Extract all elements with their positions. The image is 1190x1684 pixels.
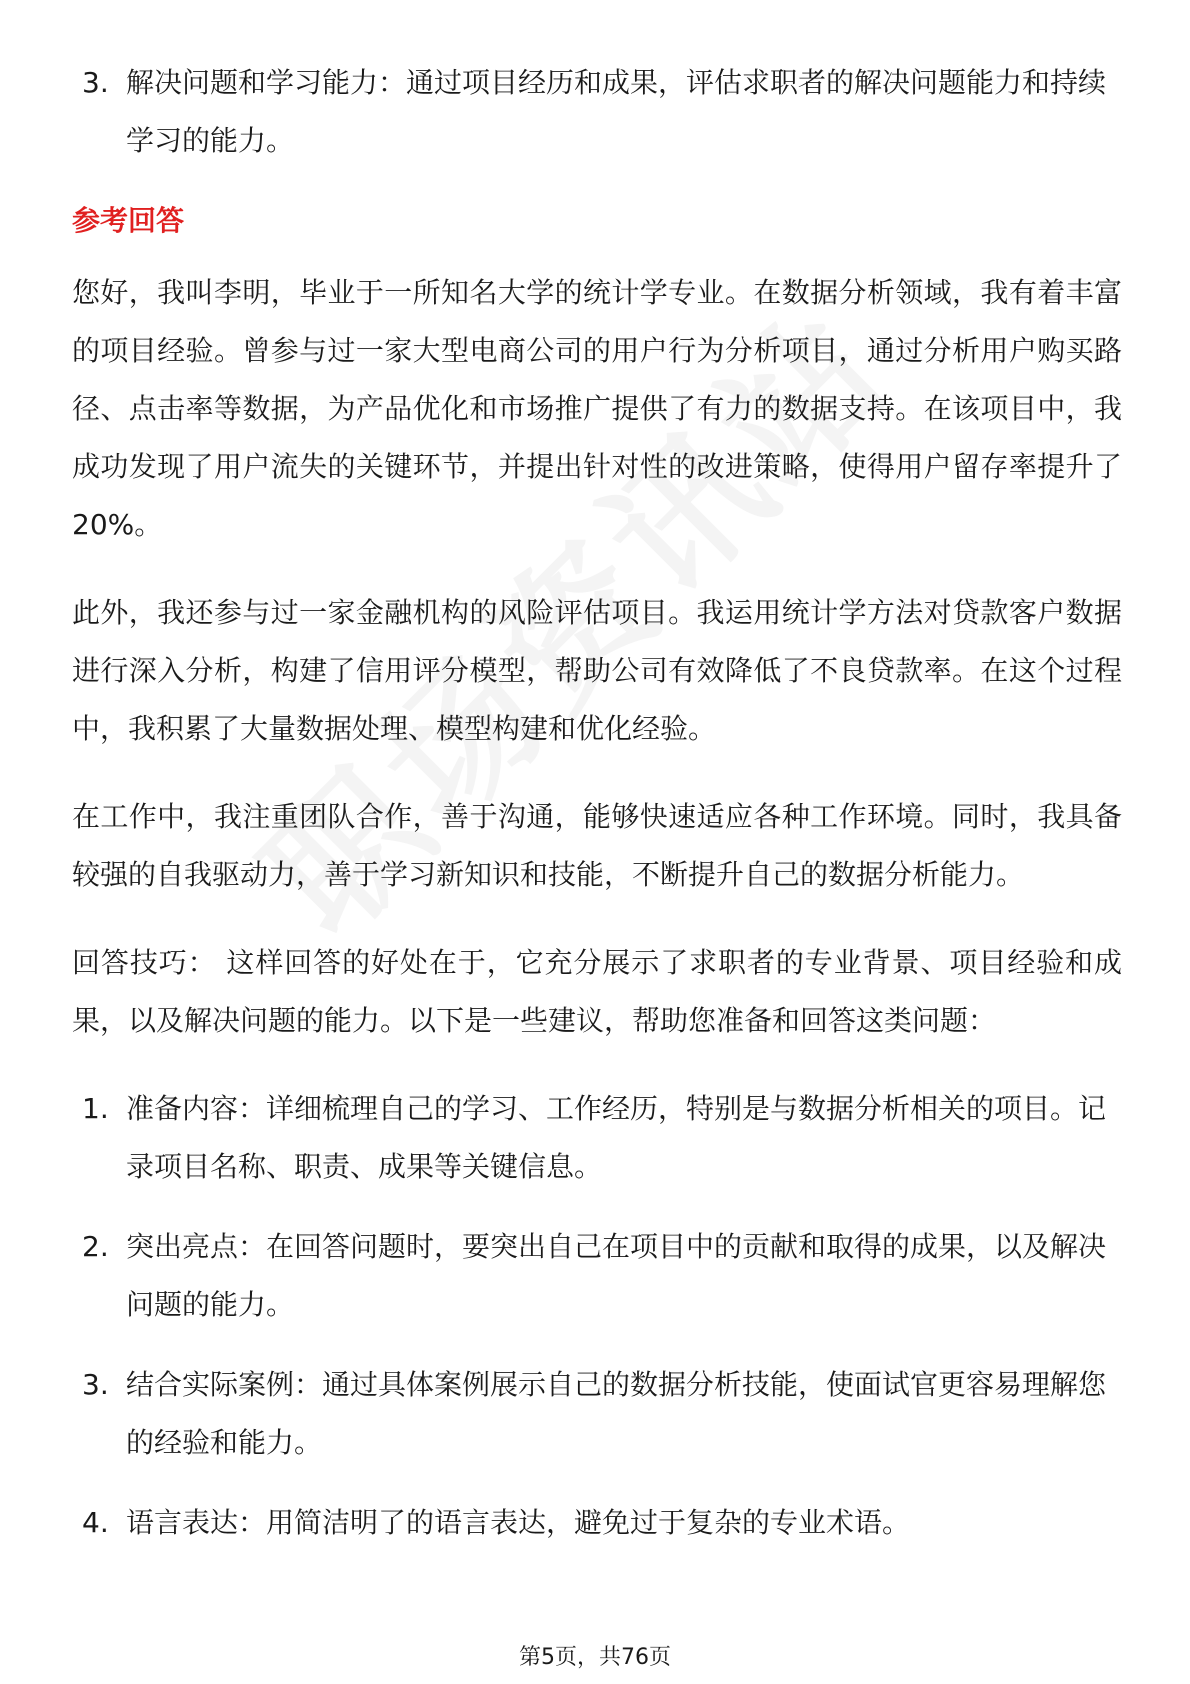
- list-item-top: [72, 54, 1122, 170]
- paragraph-3: 在工作中，我注重团队合作，善于沟通，能够快速适应各种工作环境。同时，我具备较强的自我驱动力，善于学习新知识和技能，不断提升自己的数据分析能力。: [72, 800, 1122, 891]
- page-footer: 第5页，共76页: [519, 1645, 671, 1670]
- list-item-tip: [72, 1080, 1122, 1196]
- list-number: 3.: [82, 66, 109, 99]
- list-number: 1.: [82, 1092, 109, 1125]
- list-text: 结合实际案例：通过具体案例展示自己的数据分析技能，使面试官更容易理解您的经验和能力。: [126, 1368, 1107, 1459]
- list-item-tip: [72, 1218, 1122, 1334]
- list-item-tip: [72, 1356, 1122, 1472]
- paragraph-2: 此外，我还参与过一家金融机构的风险评估项目。我运用统计学方法对贷款客户数据进行深入分析，构建了信用评分模型，帮助公司有效降低了不良贷款率。在这个过程中，我积累了大量数据处理、模型构建和优化经验。: [72, 596, 1122, 745]
- list-number: 2.: [82, 1230, 109, 1263]
- list-text: 准备内容：详细梳理自己的学习、工作经历，特别是与数据分析相关的项目。记录项目名称、职责、成果等关键信息。: [126, 1092, 1107, 1183]
- paragraph-1: 您好，我叫李明，毕业于一所知名大学的统计学专业。在数据分析领域，我有着丰富的项目经验。曾参与过一家大型电商公司的用户行为分析项目，通过分析用户购买路径、点击率等数据，为产品优化和市场推广提供了有力的数据支持。在该项目中，我成功发现了用户流失的关键环节，并提出针对性的改进策略，使得用户留存率提升了20%。: [72, 276, 1122, 541]
- list-text: 语言表达：用简洁明了的语言表达，避免过于复杂的专业术语。: [126, 1506, 911, 1539]
- list-item-tip: [72, 1494, 1122, 1552]
- list-text: 突出亮点：在回答问题时，要突出自己在项目中的贡献和取得的成果，以及解决问题的能力。: [126, 1230, 1107, 1321]
- list-number: 3.: [82, 1368, 109, 1401]
- list-text: 解决问题和学习能力：通过项目经历和成果，评估求职者的解决问题能力和持续学习的能力。: [126, 66, 1107, 157]
- paragraph-tips-intro: 回答技巧： 这样回答的好处在于，它充分展示了求职者的专业背景、项目经验和成果，以及解决问题的能力。以下是一些建议，帮助您准备和回答这类问题：: [72, 946, 1122, 1037]
- section-title: 参考回答: [72, 204, 185, 237]
- page-content: [72, 54, 1122, 1574]
- list-number: 4.: [82, 1506, 109, 1539]
